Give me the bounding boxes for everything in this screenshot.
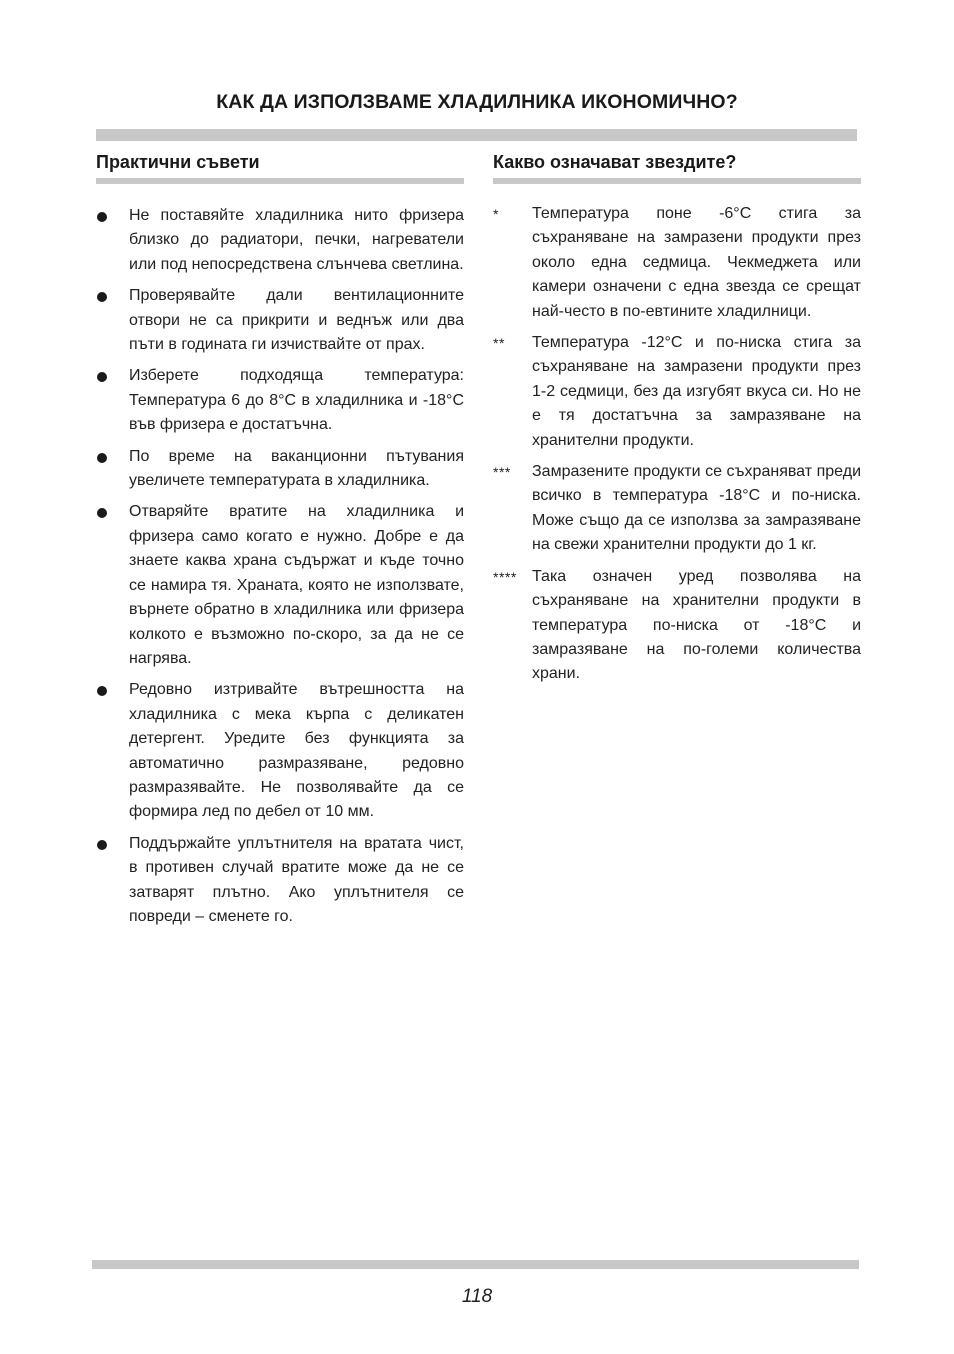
bullet-icon bbox=[97, 508, 107, 518]
right-column bbox=[493, 150, 861, 694]
page-title: КАК ДА ИЗПОЛЗВАМЕ ХЛАДИЛНИКА ИКОНОМИЧНО? bbox=[216, 91, 738, 113]
list-item bbox=[493, 331, 861, 453]
list-item bbox=[96, 284, 464, 357]
bullet-icon bbox=[97, 840, 107, 850]
list-item bbox=[96, 500, 464, 671]
bullet-icon bbox=[97, 372, 107, 382]
list-item bbox=[96, 204, 464, 277]
star-rating-text: Замразените продукти се съхраняват преди всичко в температура -18°C и по-ниска. Може също да се използва за замразяване на свежи хранителни продукти до 1 кг. bbox=[532, 463, 861, 554]
practical-tips-divider bbox=[96, 178, 464, 184]
tip-text: Проверявайте дали вентилационните отвори не са прикрити и веднъж или два пъти в годината ги изчиствайте от прах. bbox=[129, 287, 464, 354]
list-item bbox=[96, 832, 464, 930]
stars-meaning-divider bbox=[493, 178, 861, 184]
page-number: 118 bbox=[461, 1286, 493, 1307]
tip-text: По време на ваканционни пътувания увеличете температурата в хладилника. bbox=[129, 447, 464, 490]
bullet-icon bbox=[97, 453, 107, 463]
list-item bbox=[96, 445, 464, 494]
tip-text: Редовно изтривайте вътрешността на хладилника с мека кърпа с деликатен детергент. Уредите без функцията за автоматично размразяване, редовно размразявайте. Не позволявайте да се формира лед по дебел от 10 мм. bbox=[129, 681, 464, 821]
list-item bbox=[96, 364, 464, 437]
tip-text: Не поставяйте хладилника нито фризера близко до радиатори, печки, нагреватели или под непосредствена слънчева светлина. bbox=[129, 207, 464, 273]
bullet-icon bbox=[97, 212, 107, 222]
star-rating-marker: * bbox=[493, 206, 499, 222]
star-rating-marker: ** bbox=[493, 335, 505, 352]
bullet-icon bbox=[97, 686, 107, 696]
star-rating-text: Температура -12°C и по-ниска стига за съхраняване на замразени продукти през 1-2 седмици, без да изгубят вкуса си. Но не е тя достатъчна за замразяване на хранителни продукти. bbox=[532, 334, 861, 449]
star-rating-marker: *** bbox=[493, 464, 511, 481]
tips-list bbox=[96, 204, 464, 929]
left-column bbox=[96, 150, 464, 936]
star-rating-marker: **** bbox=[493, 568, 517, 585]
title-divider bbox=[96, 129, 857, 141]
list-item bbox=[493, 460, 861, 558]
footer-divider bbox=[92, 1260, 859, 1269]
tip-text: Отваряйте вратите на хладилника и фризера само когато е нужно. Добре е да знаете каква храна съдържат и къде точно се намира тя. Храната, която не използвате, върнете обратно в хладилника или фризера колкото е възможно по-скоро, за да не се нагрява. bbox=[129, 503, 464, 667]
list-item bbox=[96, 678, 464, 824]
bullet-icon bbox=[97, 292, 107, 302]
tip-text: Изберете подходяща температура: Температура 6 до 8°C в хладилника и -18°C във фризера е достатъчна. bbox=[129, 367, 464, 434]
practical-tips-heading: Практични съвети bbox=[96, 152, 260, 172]
stars-meaning-heading: Какво означават звездите? bbox=[493, 152, 737, 172]
stars-list bbox=[493, 202, 861, 687]
star-rating-text: Температура поне -6°C стига за съхраняване на замразени продукти през около една седмица. Чекмеджета или камери означени с една звезда се срещат най-често в по-евтините хладилници. bbox=[532, 205, 861, 320]
list-item bbox=[493, 202, 861, 324]
list-item bbox=[493, 565, 861, 687]
star-rating-text: Така означен уред позволява на съхраняване на хранителни продукти в температура по-ниска от -18°C и замразяване на по-големи количества храни. bbox=[532, 567, 861, 683]
tip-text: Поддържайте уплътнителя на вратата чист, в противен случай вратите може да не се затварят плътно. Ако уплътнителя се повреди – сменете го. bbox=[129, 834, 464, 925]
